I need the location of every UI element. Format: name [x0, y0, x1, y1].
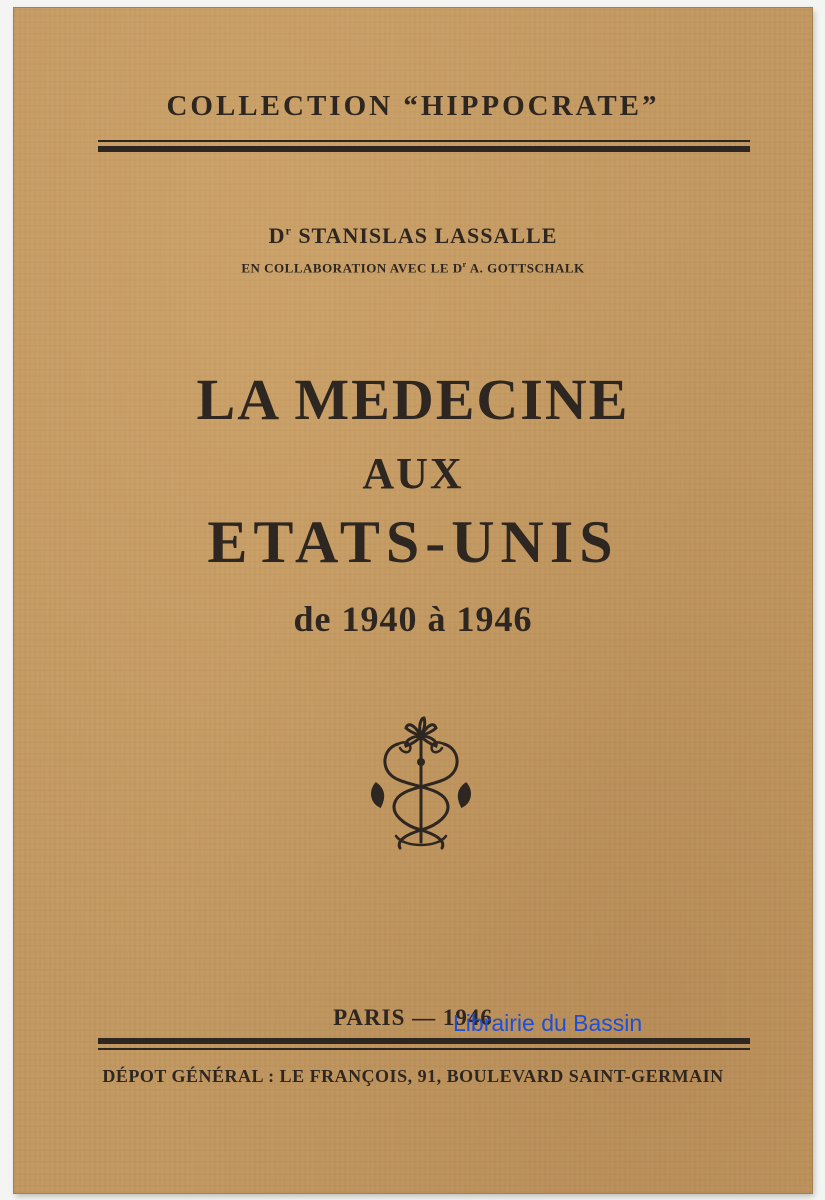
- bottom-rule-thin: [98, 1048, 750, 1050]
- publisher-depot: DÉPOT GÉNÉRAL : LE FRANÇOIS, 91, BOULEVARD SAINT-GERMAIN: [102, 1066, 724, 1086]
- place-and-year: PARIS — 1946: [333, 1005, 493, 1030]
- collaboration-line: [14, 260, 812, 276]
- top-rule-thick: [98, 146, 750, 152]
- author-prefix: D: [268, 223, 286, 248]
- book-cover: [14, 8, 812, 1193]
- collab-sup: r: [462, 260, 467, 269]
- book-title-line-3: ETATS-UNIS: [207, 509, 619, 575]
- bottom-rule-thick: [98, 1038, 750, 1044]
- author-line: [14, 223, 812, 249]
- caduceus-emblem-icon: [366, 714, 476, 854]
- bookseller-watermark: Librairie du Bassin: [453, 1010, 643, 1036]
- collab-name: A. GOTTSCHALK: [469, 260, 585, 276]
- book-title-line-1: LA MEDECINE: [196, 367, 630, 432]
- author-prefix-sup: r: [285, 223, 292, 238]
- book-title-line-2: AUX: [362, 449, 464, 498]
- top-rule-thin: [98, 140, 750, 142]
- collab-text: EN COLLABORATION AVEC LE D: [241, 260, 463, 276]
- author-name: STANISLAS LASSALLE: [298, 223, 558, 248]
- collection-title: COLLECTION “HIPPOCRATE”: [166, 90, 660, 122]
- book-subtitle-dates: de 1940 à 1946: [293, 599, 533, 639]
